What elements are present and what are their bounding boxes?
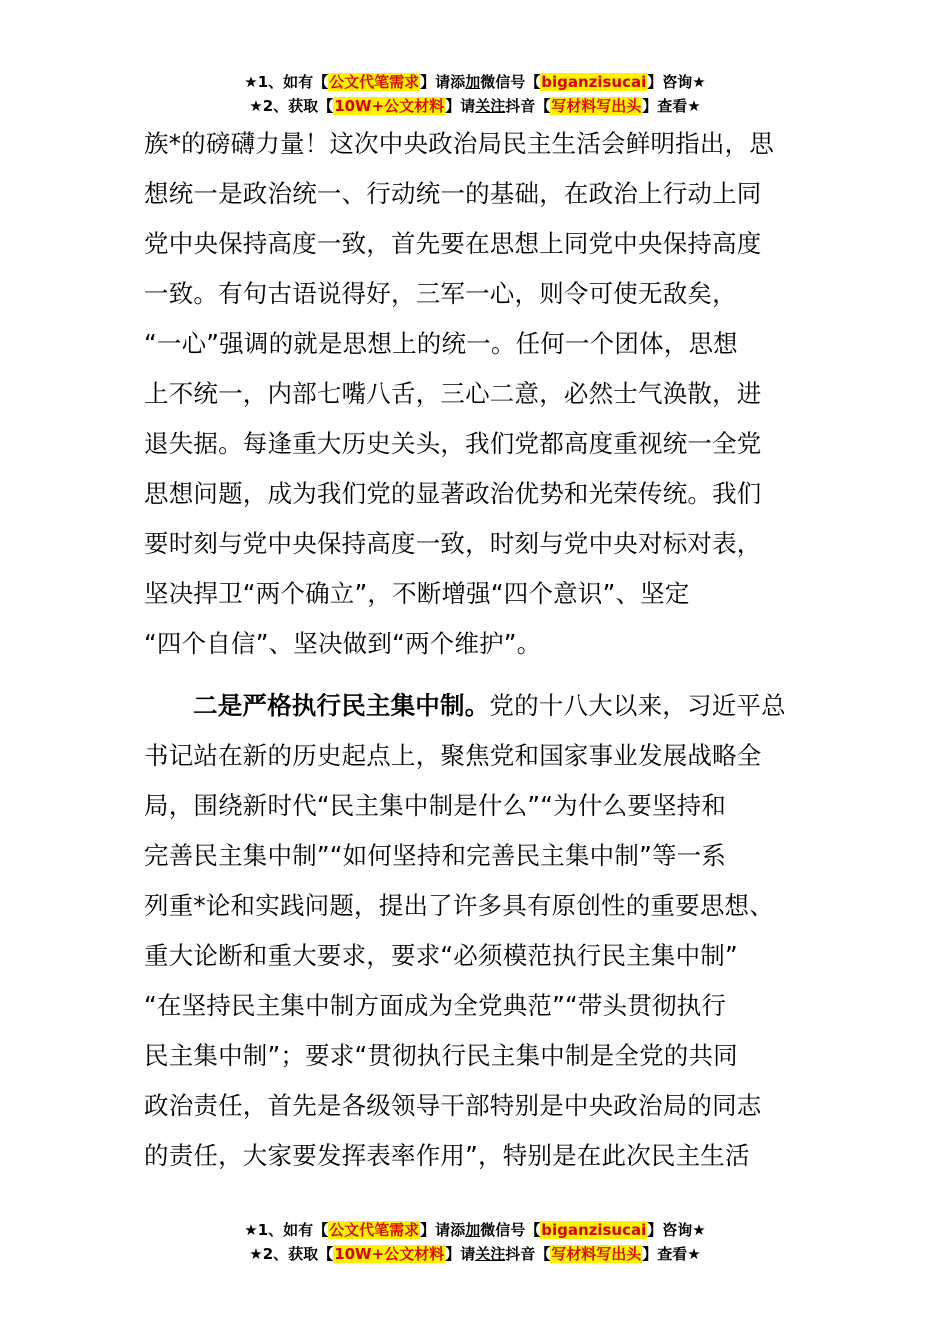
text-line: “一心”强调的就是思想上的统一。任何一个团体，思想	[144, 329, 738, 358]
paragraph-1	[144, 119, 806, 669]
banner-text: ★2、获取【	[249, 1245, 334, 1263]
paragraph-2	[144, 681, 806, 1181]
banner-line-1	[0, 1218, 950, 1242]
text-line: 退失据。每逢重大历史关头，我们党都高度重视统一全党	[144, 429, 762, 458]
text-line: 一致。有句古语说得好，三军一心，则令可使无敌矣，	[144, 279, 737, 308]
text-line: 的责任，大家要发挥表率作用”，特别是在此次民主生活	[144, 1141, 750, 1170]
text-fragment: 党的十八大以来，习近平总	[489, 691, 786, 720]
text-line: 局，围绕新时代“民主集中制是什么”“为什么要坚持和	[144, 791, 727, 820]
banner-line-2	[0, 94, 950, 118]
document-body	[144, 119, 806, 1181]
underlined-text: 加	[465, 1221, 481, 1239]
banner-text: 】查看★	[642, 1245, 701, 1263]
highlight-text: 公文代笔需求	[329, 73, 420, 91]
banner-text: 微信号【	[480, 1221, 541, 1239]
text-line: 民主集中制”；要求“贯彻执行民主集中制是全党的共同	[144, 1041, 738, 1070]
text-line: 完善民主集中制”“如何坚持和完善民主集中制”等一系	[144, 841, 727, 870]
text-line: 列重*论和实践问题，提出了许多具有原创性的重要思想、	[144, 891, 774, 920]
footer-banner	[0, 1218, 950, 1266]
banner-text: 】咨询★	[647, 73, 706, 91]
text-line: 党中央保持高度一致，首先要在思想上同党中央保持高度	[144, 229, 762, 258]
text-line: 思想问题，成为我们党的显著政治优势和光荣传统。我们	[144, 479, 762, 508]
section-heading: 二是严格执行民主集中制。	[193, 691, 490, 720]
highlight-text: biganzisucai	[541, 1221, 647, 1239]
text-line: 想统一是政治统一、行动统一的基础，在政治上行动上同	[144, 179, 762, 208]
highlight-text: 写材料写出头	[551, 97, 642, 115]
banner-text: 】请添	[420, 73, 466, 91]
banner-text: ★1、如有【	[244, 73, 329, 91]
text-line: 书记站在新的历史起点上，聚焦党和国家事业发展战略全	[144, 741, 762, 770]
banner-text: ★1、如有【	[244, 1221, 329, 1239]
banner-text: 抖音【	[505, 1245, 551, 1263]
underlined-text: 加	[465, 73, 481, 91]
banner-text: 微信号【	[480, 73, 541, 91]
banner-text: 】请	[445, 97, 476, 115]
highlight-text: 10W+公文材料	[334, 1245, 445, 1263]
text-line: 重大论断和重大要求，要求“必须模范执行民主集中制”	[144, 941, 738, 970]
highlight-text: 写材料写出头	[551, 1245, 642, 1263]
banner-text: 抖音【	[505, 97, 551, 115]
banner-text: 】咨询★	[647, 1221, 706, 1239]
banner-text: ★2、获取【	[249, 97, 334, 115]
text-line: “四个自信”、坚决做到“两个维护”。	[144, 629, 542, 658]
text-line: 族*的磅礴力量！这次中央政治局民主生活会鲜明指出，思	[144, 129, 774, 158]
highlight-text: 公文代笔需求	[329, 1221, 420, 1239]
text-line: 上不统一，内部七嘴八舌，三心二意，必然士气涣散，进	[144, 379, 762, 408]
text-line: 政治责任，首先是各级领导干部特别是中央政治局的同志	[144, 1091, 762, 1120]
text-line: 要时刻与党中央保持高度一致，时刻与党中央对标对表，	[144, 529, 762, 558]
highlight-text: biganzisucai	[541, 73, 647, 91]
banner-line-2	[0, 1242, 950, 1266]
text-line: “在坚持民主集中制方面成为全党典范”“带头贯彻执行	[144, 991, 727, 1020]
banner-line-1	[0, 70, 950, 94]
highlight-text: 10W+公文材料	[334, 97, 445, 115]
underlined-text: 关注	[475, 97, 506, 115]
text-line: 坚决捍卫“两个确立”，不断增强“四个意识”、坚定	[144, 579, 690, 608]
text-line	[144, 681, 806, 731]
banner-text: 】查看★	[642, 97, 701, 115]
header-banner	[0, 70, 950, 118]
banner-text: 】请添	[420, 1221, 466, 1239]
banner-text: 】请	[445, 1245, 476, 1263]
underlined-text: 关注	[475, 1245, 506, 1263]
